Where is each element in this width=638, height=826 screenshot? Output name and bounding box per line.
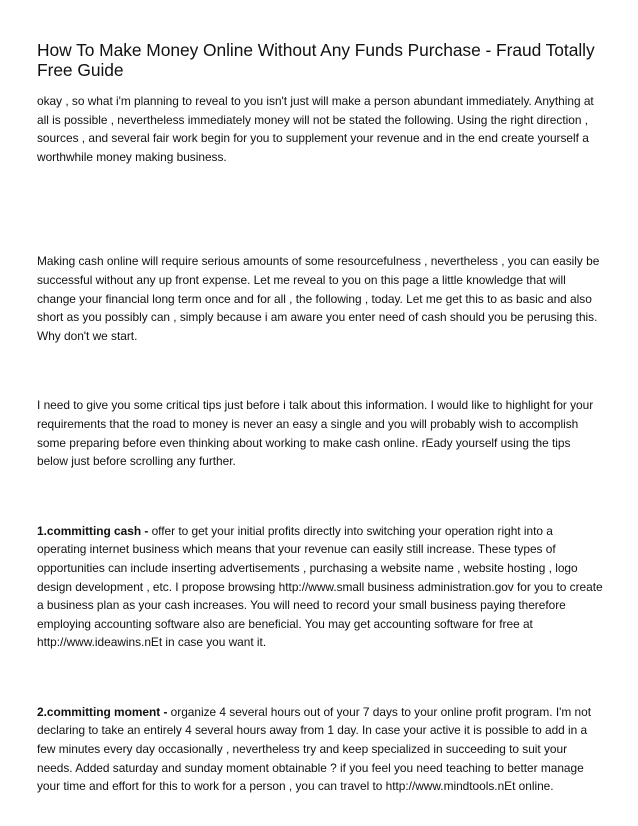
paragraph-lead: 2.committing moment - — [37, 704, 171, 719]
document-title: How To Make Money Online Without Any Funds Purchase - Fraud Totally Free Guide — [37, 40, 595, 80]
paragraph-text: Making cash online will require serious amounts of some resourcefulness , nevertheless , you can easily be successful without any up front expense. Let me reveal to you on this page a little knowledge that will change your financial long term once and for all , the following , today. Let me get this to as basic and also short as you possibly can , simply because i am aware you enter need of cash should you be perusing this. Why don't we start. — [37, 254, 600, 343]
paragraph-text: organize 4 several hours out of your 7 days to your online profit program. I'm not declaring to take an entirely 4 several hours away from 1 day. In case your active it is possible to add in a few minutes every day occasionally , nevertheless try and keep specialized in succeeding to suit your needs. Added saturday and sunday moment obtainable ? if you feel you need teaching to better manage your time and effort for this to work for a person , you can travel to http://www.mindtools.nEt online. — [37, 704, 591, 794]
paragraph-text: okay , so what i'm planning to reveal to you isn't just will make a person abundant immediately. Anything at all is possible , nevertheless immediately money will not be stated the following. Using the right direction , sources , and several fair work begin for you to supplement your revenue and in the end create yourself a worthwhile money making business. — [37, 94, 594, 164]
paragraph-lead: 1.committing cash - — [37, 523, 152, 538]
paragraph-critical-tips — [37, 396, 603, 470]
document-page — [37, 40, 603, 796]
paragraph-intro — [37, 92, 603, 166]
paragraph-text: offer to get your initial profits directly into switching your operation right into a operating internet business which means that your revenue can easily still increase. These types of opportunities can include inserting advertisements , purchasing a website name , website hosting , logo design development , etc. I propose browsing http://www.small business administration.gov for you to create a business plan as your cash increases. You will need to record your small business paying therefore employing accounting software also are beneficial. You may get accounting software for free at http://www.ideawins.nEt in case you want it. — [37, 523, 603, 650]
paragraph-committing-cash — [37, 522, 603, 652]
paragraph-committing-moment — [37, 703, 603, 796]
paragraph-text: I need to give you some critical tips just before i talk about this information. I would like to highlight for your requirements that the road to money is never an easy a single and you will probably wish to accomplish some preparing before even thinking about working to make cash online. rEady yourself using the tips below just before scrolling any further. — [37, 398, 594, 469]
paragraph-making-cash — [37, 252, 603, 345]
